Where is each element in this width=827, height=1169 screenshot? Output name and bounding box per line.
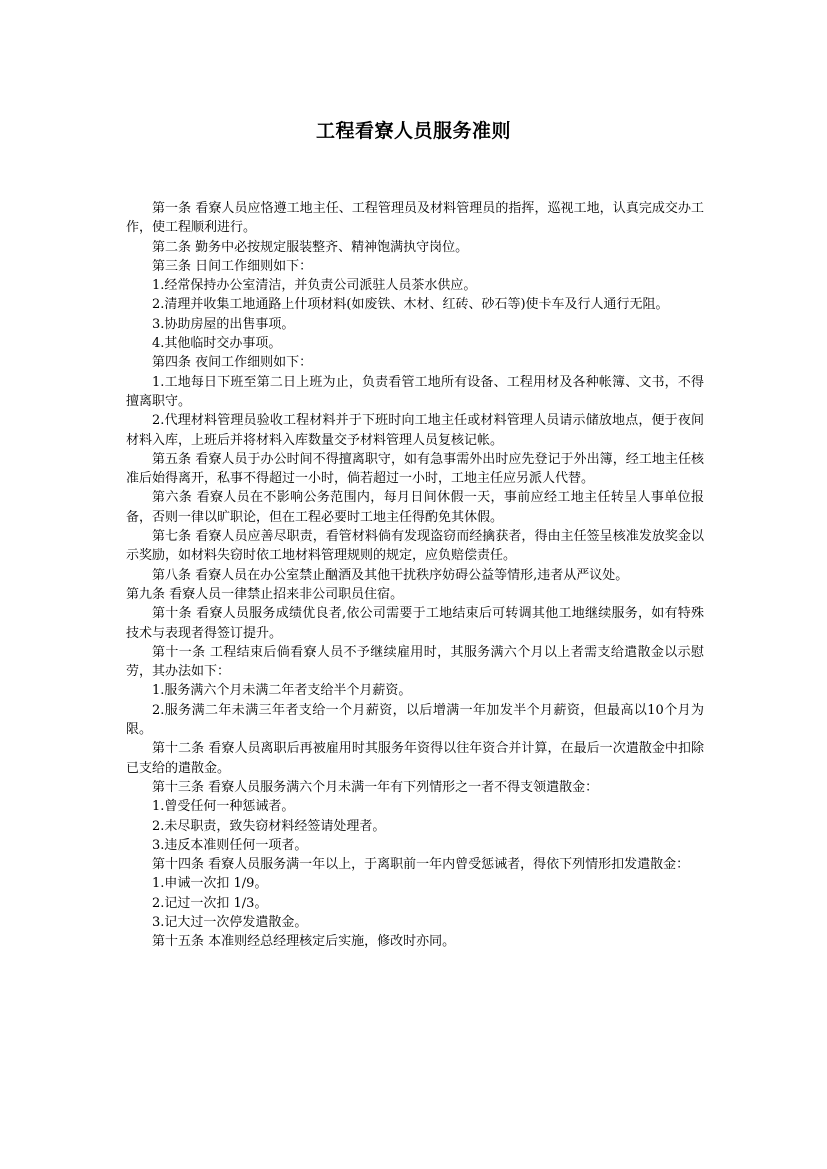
document-paragraph: 第三条 日间工作细则如下： — [152, 258, 313, 274]
document-paragraph: 第十五条 本准则经总经理核定后实施，修改时亦同。 — [152, 934, 456, 950]
document-paragraph: 第十二条 看寮人员离职后再被雇用时其服务年资得以往年资合并计算，在最后一次遣散金中扣除已支给的遣散金。 — [126, 741, 704, 776]
document-paragraph: 1.工地每日下班至第二日上班为止，负责看管工地所有设备、工程用材及各种帐簿、文书，不得擅离职守。 — [126, 374, 704, 409]
document-paragraph: 第四条 夜间工作细则如下： — [152, 355, 313, 371]
document-paragraph: 第五条 看寮人员于办公时间不得擅离职守，如有急事需外出时应先登记于外出簿，经工地主任核准后始得离开，私事不得超过一小时，倘若超过一小时，工地主任应另派人代替。 — [126, 451, 704, 487]
document-paragraph: 2.清理并收集工地通路上什项材料(如废铁、木材、红砖、砂石等)使卡车及行人通行无阻。 — [152, 297, 669, 313]
document-paragraph: 3.协助房屋的出售事项。 — [152, 316, 295, 332]
document-body — [126, 199, 704, 952]
document-paragraph: 第六条 看寮人员在不影响公务范围内，每月日间休假一天，事前应经工地主任转呈人事单位报备，否则一律以旷职论，但在工程必要时工地主任得酌免其休假。 — [126, 490, 704, 525]
document-title: 工程看寮人员服务准则 — [315, 120, 511, 142]
document-paragraph: 第八条 看寮人员在办公室禁止酗酒及其他干扰秩序妨碍公益等情形,违者从严议处。 — [152, 567, 629, 583]
document-paragraph: 4.其他临时交办事项。 — [152, 336, 282, 352]
document-paragraph: 第二条 勤务中必按规定服装整齐、精神饱满执守岗位。 — [152, 239, 469, 255]
document-paragraph: 第九条 看寮人员一律禁止招来非公司职员住宿。 — [126, 586, 404, 602]
document-paragraph: 第十一条 工程结束后倘看寮人员不予继续雇用时，其服务满六个月以上者需支给遣散金以示慰劳，其办法如下： — [126, 644, 704, 680]
document-paragraph: 1.服务满六个月未满二年者支给半个月薪资。 — [152, 683, 412, 699]
document-paragraph: 2.服务满二年未满三年者支给一个月薪资，以后增满一年加发半个月薪资，但最高以10个月为限。 — [126, 702, 704, 738]
document-paragraph: 3.记大过一次停发遣散金。 — [152, 914, 308, 930]
document-paragraph: 第十三条 看寮人员服务满六个月未满一年有下列情形之一者不得支领遣散金： — [152, 779, 599, 795]
document-paragraph: 第十条 看寮人员服务成绩优良者,依公司需要于工地结束后可转调其他工地继续服务，如有特殊技术与表现者得签订提升。 — [126, 606, 704, 641]
document-paragraph: 2.记过一次扣 1/3。 — [152, 895, 268, 911]
document-paragraph: 第一条 看寮人员应恪遵工地主任、工程管理员及材料管理员的指挥，巡视工地，认真完成交办工作，使工程顺利进行。 — [126, 201, 704, 236]
document-paragraph: 1.经常保持办公室清洁，并负责公司派驻人员茶水供应。 — [152, 278, 477, 294]
document-paragraph: 第十四条 看寮人员服务满一年以上，于离职前一年内曾受惩诫者，得依下列情形扣发遣散金： — [152, 857, 690, 873]
document-paragraph: 第七条 看寮人员应善尽职责，看管材料倘有发现盗窃而经擒获者，得由主任签呈核准发放奖金以示奖励，如材料失窃时依工地材料管理规则的规定，应负赔偿责任。 — [126, 529, 704, 564]
document-paragraph: 2.代理材料管理员验收工程材料并于下班时向工地主任或材料管理人员请示储放地点，便于夜间材料入库，上班后并将材料入库数量交予材料管理人员复核记帐。 — [126, 413, 704, 448]
document-paragraph: 1.曾受任何一种惩诫者。 — [152, 799, 295, 815]
document-paragraph: 2.未尽职责，致失窃材料经签请处理者。 — [152, 818, 386, 834]
document-paragraph: 3.违反本准则任何一项者。 — [152, 837, 308, 853]
document-paragraph: 1.申诫一次扣 1/9。 — [152, 876, 268, 892]
